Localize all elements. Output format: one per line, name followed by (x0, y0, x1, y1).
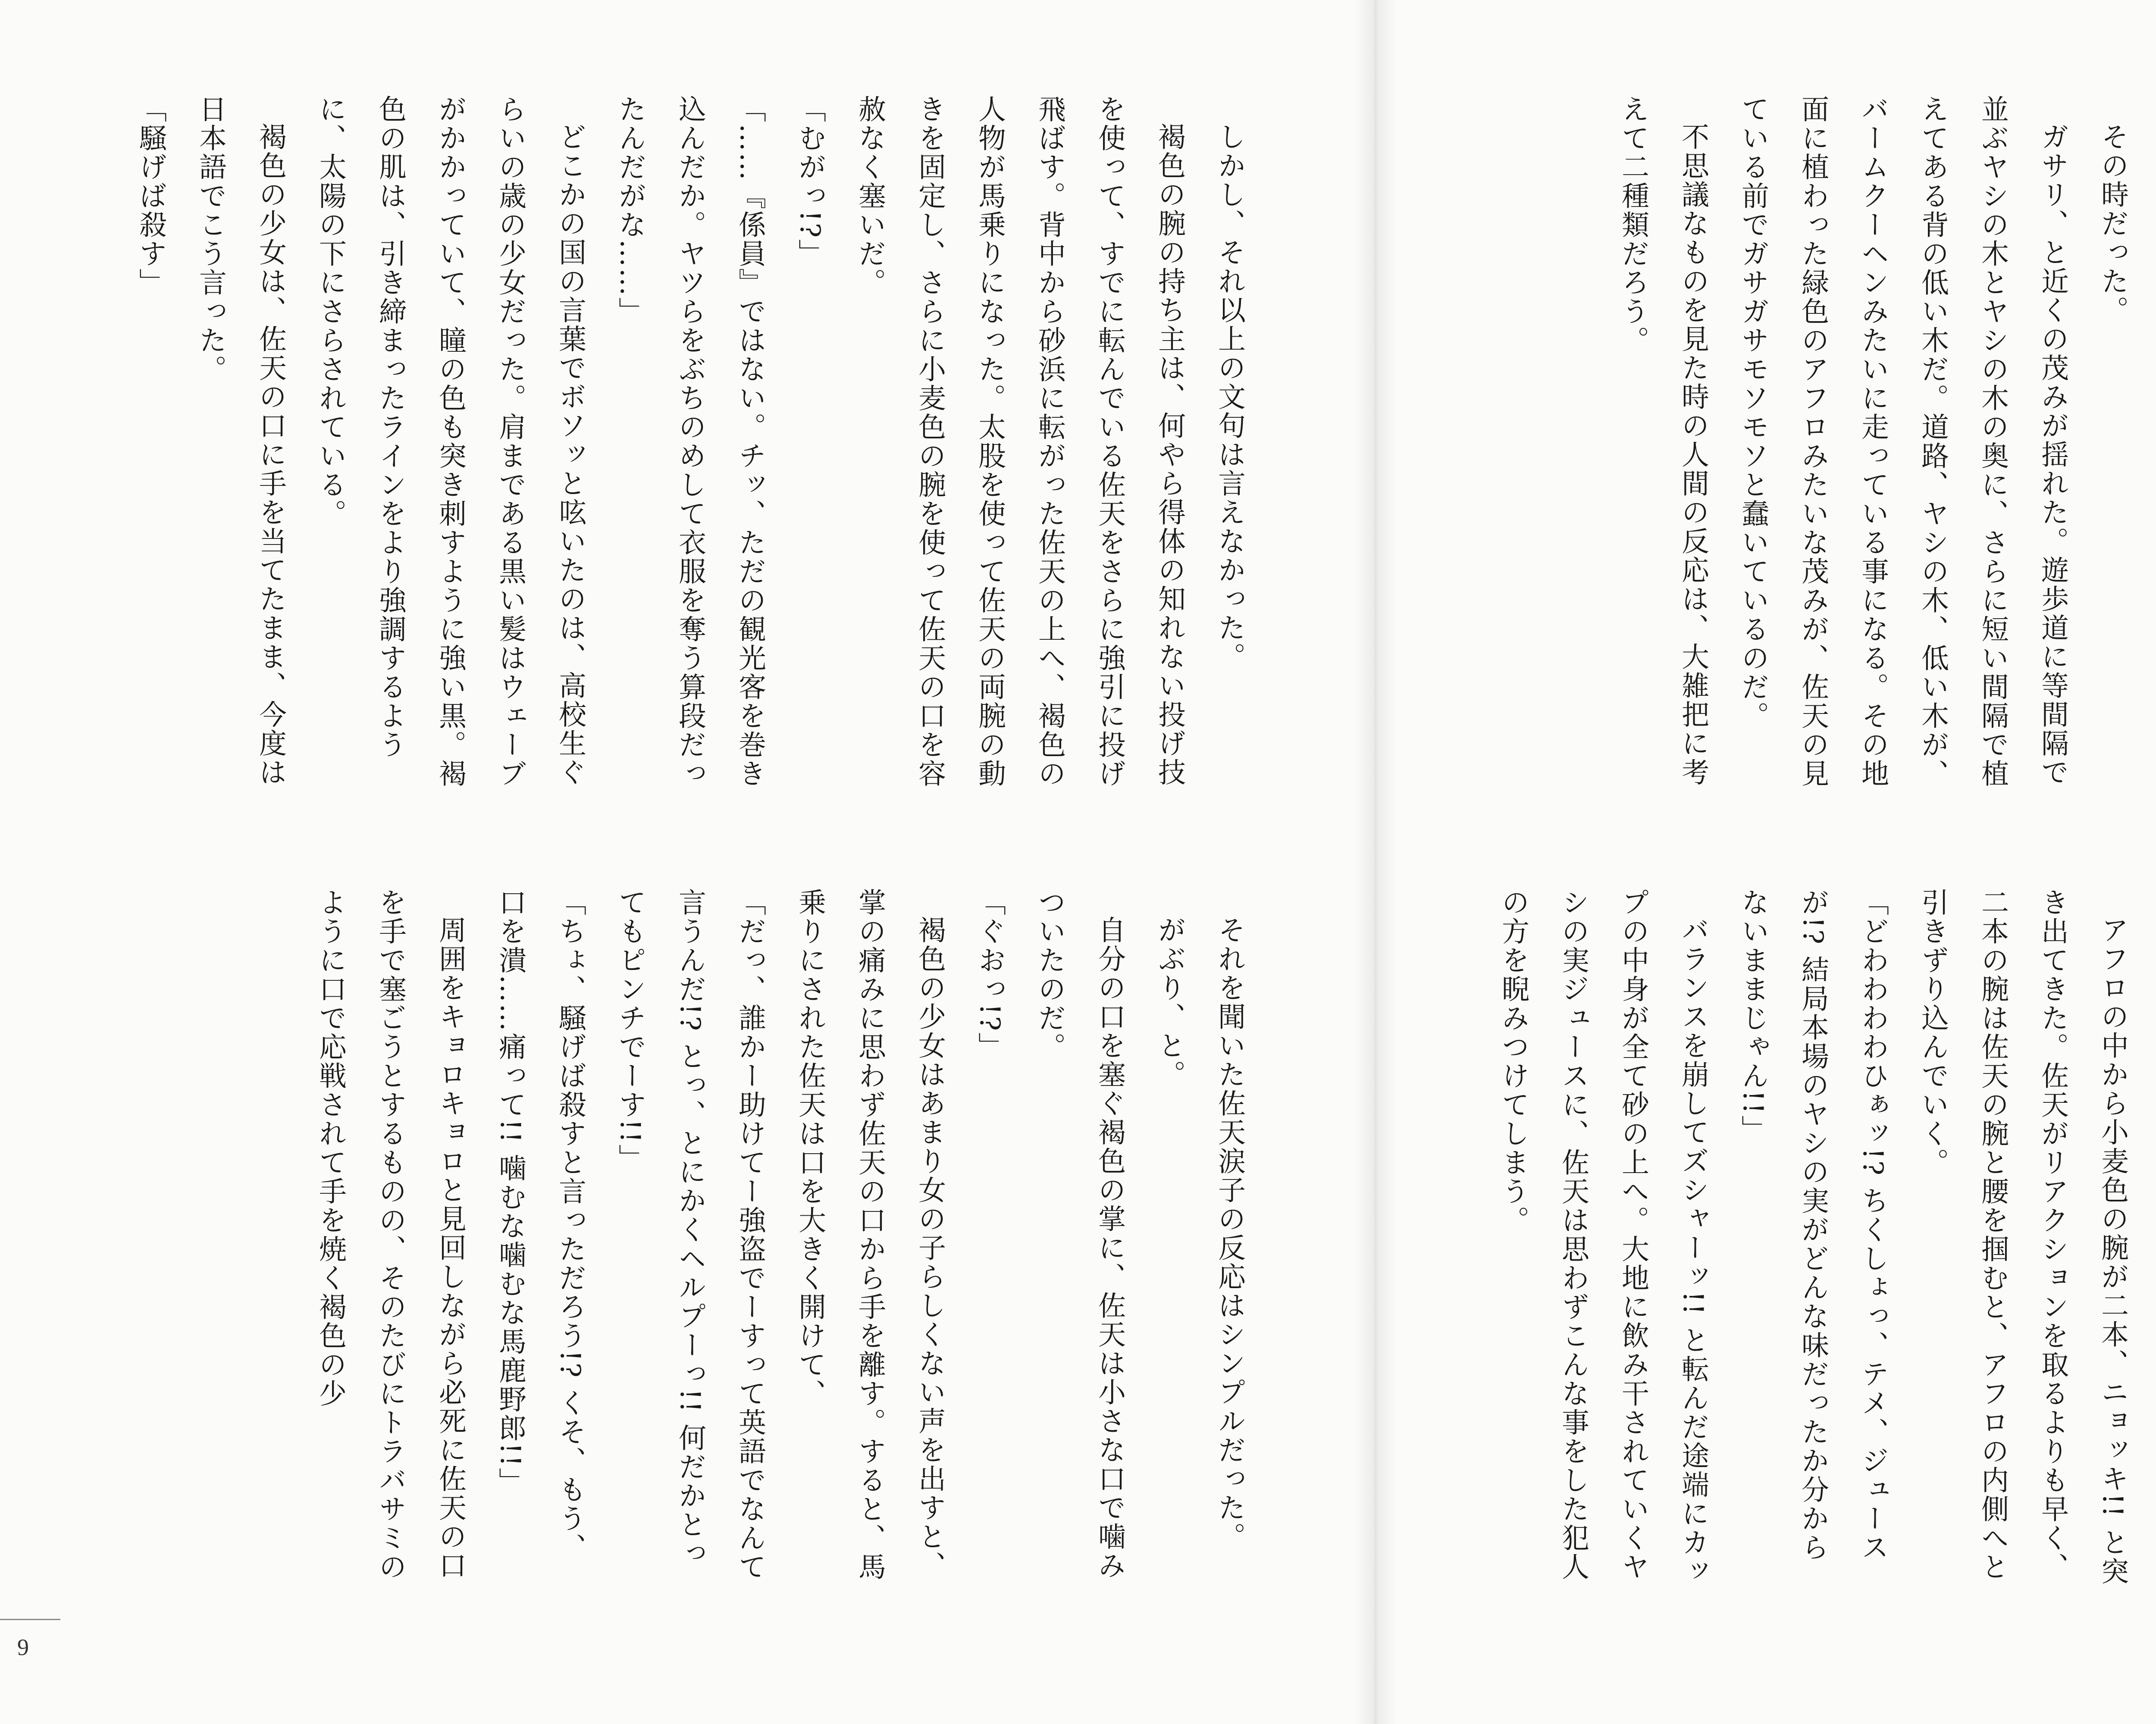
page-number-rule (0, 1619, 60, 1620)
paragraph: 不思議なものを見た時の人間の反応は、大雑把に考えて二種類だろう。 (1617, 95, 1709, 787)
paragraph: しかし、それ以上の文句は言えなかった。 (1213, 122, 1245, 671)
paragraph: 周囲をキョロキョロと見回しながら必死に佐天の口を手で塞ごうとするものの、そのたびにトラバサミのように口で応戦されて手を焼く褐色の少 (314, 888, 466, 1581)
left-page-bottom-text (125, 888, 1259, 1591)
paragraph: その時だった。 (2096, 122, 2128, 325)
paragraph: 褐色の少女はあまり女の子らしくない声を出すと、掌の痛みに思わず佐天の口から手を離す。すると、馬乗りにされた佐天は口を大きく開けて、 (794, 888, 946, 1581)
dialogue-line: 「むがっ!?」 (794, 95, 826, 268)
left-page-top-text (125, 95, 1259, 798)
right-page-top-text (1488, 95, 2156, 798)
paragraph: 褐色の腕の持ち主は、何やら得体の知れない投げ技を使って、すでに転んでいる佐天をさらに強引に投げ飛ばす。背中から砂浜に転がった佐天の上へ、褐色の人物が馬乗りになった。太股を使って佐天の両腕の動きを固定し、さらに小麦色の腕を使って佐天の口を容赦なく塞いだ。 (854, 95, 1185, 788)
paragraph: がぶり、と。 (1153, 916, 1185, 1089)
paragraph: アフロの中から小麦色の腕が二本、ニョッキ!! と突き出てきた。佐天がリアクションを取るよりも早く、二本の腕は佐天の腕と腰を掴むと、アフロの内側へと引きずり込んでいく。 (1917, 888, 2128, 1586)
paragraph: バランスを崩してズシャーッ!! と転んだ途端にカップの中身が全て砂の上へ。大地に飲み干されていくヤシの実ジュースに、佐天は思わずこんな事をした犯人の方を睨みつけてしまう。 (1497, 888, 1709, 1586)
paragraph: それを聞いた佐天涙子の反応はシンプルだった。 (1213, 916, 1245, 1551)
right-page-bottom-text (1488, 888, 2156, 1591)
paragraph: 褐色の少女は、佐天の口に手を当てたまま、今度は日本語でこう言った。 (194, 95, 286, 787)
paragraph: ガサリ、と近くの茂みが揺れた。遊歩道に等間隔で並ぶヤシの木とヤシの木の奥に、さらに短い間隔で植えてある背の低い木だ。道路、ヤシの木、低い木が、バームクーヘンみたいに走っている事になる。その地面に植わった緑色のアフロみたいな茂みが、佐天の見ている前でガサガサモソモソと蠢いているのだ。 (1737, 95, 2068, 788)
dialogue-line: 「ちょ、騒げば殺すと言っただろう!? くそ、もう、口を潰……痛って!! 噛むな噛むな馬鹿野郎!!」 (494, 888, 586, 1562)
page-number: 9 (17, 1634, 29, 1660)
dialogue-line: 「……『係員』ではない。チッ、ただの観光客を巻き込んだか。ヤツらをぶちのめして衣服を奪う算段だったんだがな……」 (614, 95, 766, 788)
dialogue-line: 「だっ、誰かー助けてー強盗でーすって英語でなんて言うんだ!? とっ、とにかくヘルプーっ!! 何だかとってもピンチでーす!!」 (614, 888, 766, 1581)
paragraph: 自分の口を塞ぐ褐色の掌に、佐天は小さな口で噛みついたのだ。 (1034, 888, 1125, 1580)
dialogue-line: 「ぐおっ!?」 (974, 888, 1006, 1061)
dialogue-line: 「騒げば殺す」 (135, 95, 166, 297)
right-page (1380, 0, 2156, 1724)
paragraph: どこかの国の言葉でボソッと呟いたのは、高校生ぐらいの歳の少女だった。肩まである黒い髪はウェーブがかかっていて、瞳の色も突き刺すように強い黒。褐色の肌は、引き締まったラインをより強調するように、太陽の下にさらされている。 (314, 95, 586, 788)
paragraph (2142, 95, 2156, 798)
paragraph (2142, 888, 2156, 1591)
dialogue-line: 「どわわわわひぁッ!? ちくしょっ、テメ、ジュースが!? 結局本場のヤシの実がどんな味だったか分からないままじゃん!!」 (1737, 888, 1889, 1562)
